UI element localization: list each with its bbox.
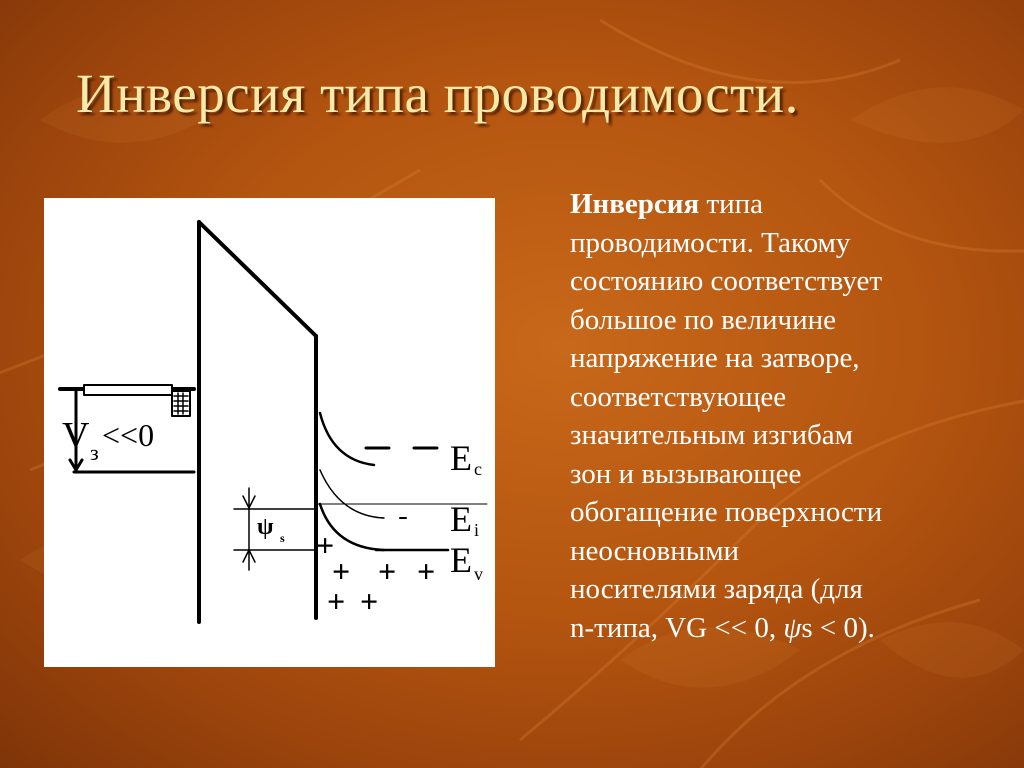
hole-plus: + bbox=[316, 527, 335, 563]
oxide-conduction-edge bbox=[199, 222, 316, 336]
text-line: зон и вызывающее bbox=[570, 457, 802, 490]
hole-plus: + bbox=[332, 553, 351, 589]
text-line: соответствующее bbox=[570, 380, 787, 413]
ec-label: E bbox=[450, 438, 472, 478]
psi-bracket bbox=[234, 488, 316, 570]
text-line: неосновными bbox=[570, 534, 740, 567]
ec-subscript: c bbox=[474, 459, 482, 479]
hole-plus: + bbox=[417, 553, 436, 589]
text-line: напряжение на затворе, bbox=[570, 342, 860, 374]
gate-voltage-label: V bbox=[62, 415, 90, 457]
ei-label: E bbox=[450, 499, 472, 539]
gate-hatched-block bbox=[172, 391, 190, 416]
text-line: Инверсия типа bbox=[570, 188, 764, 220]
body-paragraph bbox=[570, 185, 990, 647]
text-line: n-типа, VG << 0, ψs < 0). bbox=[570, 611, 875, 644]
gate-hatch-bar bbox=[84, 385, 172, 395]
text-line: обогащение поверхности bbox=[570, 496, 883, 528]
text-line: значительным изгибам bbox=[570, 419, 854, 451]
term-bold: Инверсия bbox=[570, 188, 700, 220]
hole-plus: + bbox=[360, 583, 379, 619]
text-line: большое по величине bbox=[570, 303, 837, 336]
ei-subscript: i bbox=[474, 520, 480, 540]
hole-plus: + bbox=[327, 583, 346, 619]
band-diagram bbox=[44, 198, 495, 667]
slide-title: Инверсия типа проводимости. bbox=[76, 63, 799, 124]
gate-voltage-relation: <<0 bbox=[102, 417, 155, 453]
ec-band-curve bbox=[320, 413, 374, 465]
psi-label: ψ bbox=[257, 514, 274, 540]
text-line: проводимости. Такому bbox=[570, 226, 851, 259]
psi-subscript: s bbox=[280, 531, 285, 545]
text-line: носителями заряда (для bbox=[570, 573, 863, 605]
hole-plus: + bbox=[378, 553, 397, 589]
ev-label: E bbox=[450, 540, 472, 580]
gate-voltage-subscript: з bbox=[90, 440, 99, 465]
band-diagram-panel bbox=[44, 198, 495, 667]
ei-band-curve bbox=[320, 470, 384, 518]
ev-subscript: v bbox=[474, 564, 483, 584]
text-line: состоянию соответствует bbox=[570, 265, 882, 297]
psi-symbol: ψ bbox=[783, 611, 802, 644]
